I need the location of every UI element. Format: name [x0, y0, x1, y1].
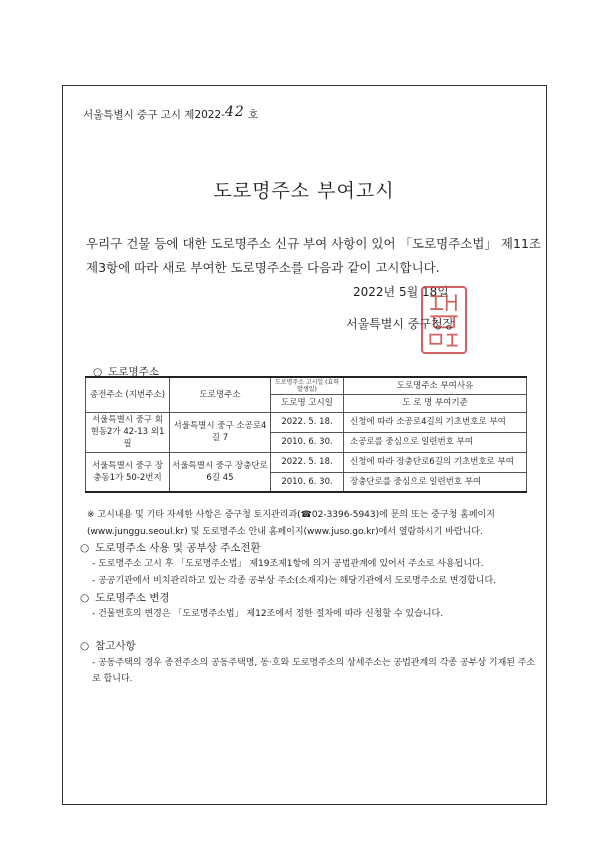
section-reference-heading: ○ 참고사항	[80, 640, 136, 652]
road-address-cell: 서울특별시 중구 장충단로6길 45	[170, 452, 271, 492]
section-change-heading: ○ 도로명주소 변경	[80, 592, 170, 604]
lot-address-cell: 서울특별시 중구 장충동1가 50-2번지	[86, 452, 170, 492]
section-usage-heading: ○ 도로명주소 사용 및 공부상 주소전환	[80, 542, 261, 554]
notice-suffix: 호	[248, 109, 259, 121]
criteria-cell: 장충단로를 중심으로 일련번호 부여	[344, 472, 527, 492]
notice-number-line	[83, 106, 258, 122]
col-road-notice-date: 도로명 고시일	[271, 394, 344, 412]
road-address-cell: 서울특별시 중구 소공로4길 7	[170, 412, 271, 452]
reason-cell: 신청에 따라 장충단로6길의 기초번호로 부여	[344, 452, 527, 472]
notice-prefix: 서울특별시 중구 고시 제2022-	[83, 109, 225, 121]
notice-date: 2022년 5월 18일	[353, 285, 449, 299]
circle-bullet-icon: ○	[93, 366, 103, 378]
road-notice-date-cell: 2010. 6. 30.	[271, 472, 344, 492]
usage-item-1: - 도로명주소 고시 후 「도로명주소법」 제19조제1항에 의거 공법관계에 있어서 주소로 사용됩니다.	[92, 559, 484, 569]
notice-date-cell: 2022. 5. 18.	[271, 452, 344, 472]
issuer: 서울특별시 중구청장	[346, 317, 455, 331]
criteria-cell: 소공로를 중심으로 일련번호 부여	[344, 432, 527, 452]
road-notice-date-cell: 2010. 6. 30.	[271, 432, 344, 452]
table-row	[86, 412, 527, 432]
usage-item-2: - 공공기관에서 비치관리하고 있는 각종 공부상 주소(소재지)는 해당기관에서 도로명주소로 변경합니다.	[92, 576, 497, 586]
address-table	[85, 376, 527, 493]
inquiry-note: ※ 고시내용 및 기타 자세한 사항은 중구청 토지관리과(☎02-3396-5943)에 문의 또는 중구청 홈페이지(www.junggu.seoul.kr) 및 도로명주소 안내 홈페이지(www.juso.go.kr)에서 열람하시기 바랍니다.	[87, 510, 495, 537]
handwritten-number: 42	[224, 104, 245, 120]
col-notice-date: 도로명주소 고시일 (효력발생일)	[271, 377, 344, 394]
col-reason: 도로명주소 부여사유	[344, 377, 527, 394]
section-road-address-heading: ○ 도로명주소	[93, 366, 159, 378]
change-item-1: - 건물번호의 변경은 「도로명주소법」 제12조에서 정한 절차에 따라 신청할 수 있습니다.	[92, 609, 444, 619]
reference-item-1: - 공동주택의 경우 종전주소의 공동주택명, 동·호와 도로명주소의 상세주소는 공법관계의 각종 공부상 기재된 주소로 합니다.	[92, 658, 536, 684]
reason-cell: 신청에 따라 소공로4길의 기초번호로 부여	[344, 412, 527, 432]
table-row	[86, 452, 527, 472]
circle-bullet-icon: ○	[80, 640, 90, 652]
lead-paragraph: 우리구 건물 등에 대한 도로명주소 신규 부여 사항이 있어 「도로명주소법」 제11조 제3항에 따라 새로 부여한 도로명주소를 다음과 같이 고시합니다.	[86, 236, 541, 275]
notice-date-cell: 2022. 5. 18.	[271, 412, 344, 432]
circle-bullet-icon: ○	[80, 592, 90, 604]
col-road-address: 도로명주소	[170, 377, 271, 412]
page-title: 도로명주소 부여고시	[213, 180, 395, 202]
circle-bullet-icon: ○	[80, 542, 90, 554]
lot-address-cell: 서울특별시 중구 회현동2가 42-13 외1필	[86, 412, 170, 452]
col-lot-address: 종전주소 (지번주소)	[86, 377, 170, 412]
col-road-criteria: 도 로 명 부여기준	[344, 394, 527, 412]
